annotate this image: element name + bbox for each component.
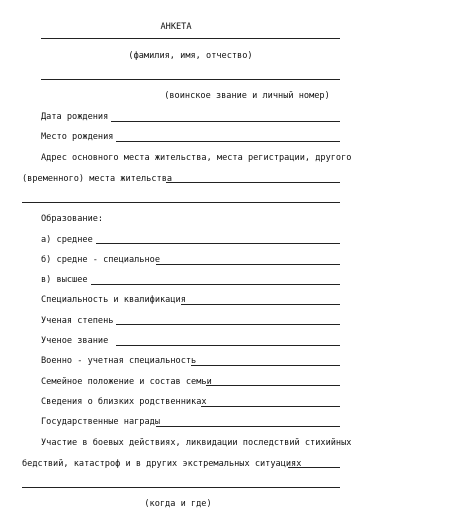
rank-line[interactable]: [41, 79, 340, 80]
specialty-line[interactable]: [181, 304, 340, 305]
edu-higher-label: в) высшее: [41, 275, 88, 285]
form-title: АНКЕТА: [160, 22, 192, 32]
awards-label: Государственные награды: [41, 417, 160, 427]
edu-special-label: б) средне - специальное: [41, 255, 160, 265]
edu-secondary-line[interactable]: [96, 243, 340, 244]
fio-caption: (фамилия, имя, отчество): [128, 51, 253, 61]
birth-date-line[interactable]: [111, 121, 340, 122]
edu-higher-line[interactable]: [91, 284, 340, 285]
education-label: Образование:: [41, 214, 104, 224]
address-line-extra[interactable]: [22, 202, 340, 203]
military-specialty-line[interactable]: [191, 365, 340, 366]
birth-date-label: Дата рождения: [41, 112, 109, 122]
degree-line[interactable]: [116, 324, 340, 325]
address-label-line2: (временного) места жительства: [22, 174, 173, 184]
military-specialty-label: Военно - учетная специальность: [41, 356, 197, 366]
specialty-label: Специальность и квалификация: [41, 295, 186, 305]
edu-secondary-label: а) среднее: [41, 235, 93, 245]
family-label: Семейное положение и состав семьи: [41, 377, 212, 387]
birth-place-label: Место рождения: [41, 132, 114, 142]
birth-place-line[interactable]: [116, 141, 340, 142]
when-where-caption: (когда и где): [144, 499, 212, 509]
combat-label-line2: бедствий, катастроф и в других экстремальных ситуациях: [22, 459, 302, 469]
combat-line[interactable]: [288, 467, 340, 468]
rank-caption: (воинское звание и личный номер): [164, 91, 330, 101]
relatives-line[interactable]: [201, 406, 340, 407]
combat-line-extra[interactable]: [22, 487, 340, 488]
edu-special-line[interactable]: [156, 264, 340, 265]
academic-title-line[interactable]: [116, 345, 340, 346]
fio-line[interactable]: [41, 38, 340, 39]
degree-label: Ученая степень: [41, 316, 114, 326]
relatives-label: Сведения о близких родственниках: [41, 397, 207, 407]
awards-line[interactable]: [156, 426, 340, 427]
combat-label-line1: Участие в боевых действиях, ликвидации последствий стихийных: [41, 438, 352, 448]
family-line[interactable]: [206, 385, 340, 386]
address-line[interactable]: [166, 182, 340, 183]
academic-title-label: Ученое звание: [41, 336, 109, 346]
address-label-line1: Адрес основного места жительства, места регистрации, другого: [41, 153, 352, 163]
